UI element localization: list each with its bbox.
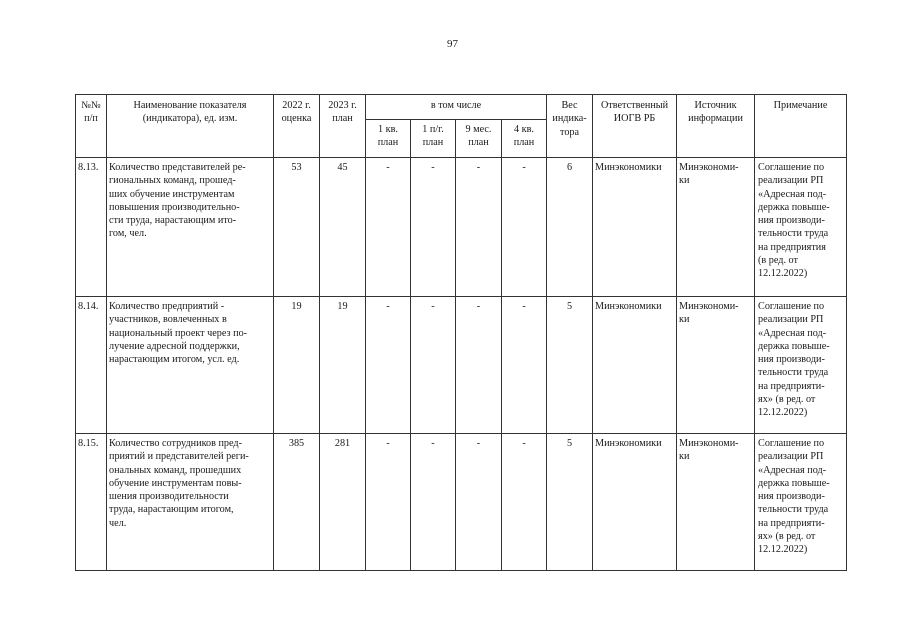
value-q4: - [502,158,547,297]
text-line: ших обучение инструментам [109,188,235,200]
header-including: в том числе [366,95,547,120]
text-line: тельности труда [758,504,829,516]
header-q4 [502,120,547,158]
text-line: план [332,113,353,125]
header-weight [547,95,593,158]
responsible-body: Минэкономики [593,297,677,434]
row-number: 8.14. [76,297,107,434]
text-line: 12.12.2022) [758,268,808,280]
header-9m [456,120,502,158]
text-line: держка повыше- [758,477,830,489]
text-line: 2022 г. [282,100,311,111]
text-line: план [422,137,444,149]
indicator-name [107,158,274,297]
text-line: сти труда, нарастающим ито- [109,215,237,227]
text-line: план [468,137,489,149]
header-source [677,95,755,158]
text-line: «Адресная под- [758,464,827,476]
text-line: реализации РП [758,314,824,326]
text-line: Ответственный [600,100,669,111]
indicator-weight: 6 [547,158,593,297]
text-line: план [513,137,535,149]
text-line: труда, нарастающим итогом, [109,504,234,516]
text-line: ональных команд, прошедших [109,464,242,476]
indicator-weight: 5 [547,434,593,571]
value-q1: - [366,434,411,571]
text-line: Количество представителей ре- [109,162,246,173]
text-line: 1 п/г. [422,124,444,135]
text-line: №№ [81,100,101,111]
value-2022: 19 [274,297,320,434]
value-h1: - [411,158,456,297]
text-line: участников, вовлеченных в [109,314,227,326]
text-line: (индикатора), ед. изм. [142,113,238,125]
text-line: Количество предприятий - [109,301,225,312]
value-q1: - [366,158,411,297]
text-line: реализации РП [758,175,824,187]
value-h1: - [411,297,456,434]
value-2023: 19 [320,297,366,434]
table-row [76,434,847,571]
text-line: ния производи- [758,215,825,227]
text-line: ки [679,451,690,463]
responsible-body: Минэкономики [593,158,677,297]
text-line: тора [560,126,580,138]
header-h1 [411,120,456,158]
value-q4: - [502,434,547,571]
text-line: лучение адресной поддержки, [109,340,240,352]
text-line: тельности труда [758,367,829,379]
text-line: ния производи- [758,354,825,366]
value-9m: - [456,158,502,297]
text-line: гом, чел. [109,228,147,240]
text-line: 12.12.2022) [758,544,808,556]
text-line: ИОГВ РБ [613,113,656,125]
header-row [76,95,847,120]
page-number: 97 [447,38,458,50]
information-source [677,297,755,434]
value-9m: - [456,434,502,571]
text-line: чел. [109,517,127,529]
text-line: п/п [84,113,98,125]
text-line: оценка [281,113,312,125]
indicator-name [107,434,274,571]
header-responsible [593,95,677,158]
text-line: план [377,137,399,149]
value-q4: - [502,297,547,434]
text-line: Источник [694,100,737,111]
text-line: ки [679,175,690,187]
value-2022: 53 [274,158,320,297]
table-row [76,297,847,434]
text-line: Соглашение по [758,301,825,312]
text-line: Наименование показателя [133,100,247,111]
text-line: шения производительности [109,491,229,503]
text-line: Соглашение по [758,438,825,449]
information-source [677,434,755,571]
table-row [76,158,847,297]
indicators-table [75,94,847,571]
value-h1: - [411,434,456,571]
indicator-weight: 5 [547,297,593,434]
value-q1: - [366,297,411,434]
text-line: 2023 г. [328,100,357,111]
text-line: 12.12.2022) [758,407,808,419]
information-source [677,158,755,297]
row-number: 8.13. [76,158,107,297]
text-line: Минэкономи- [679,301,739,312]
value-2022: 385 [274,434,320,571]
text-line: нарастающим итогом, усл. ед. [109,354,240,366]
text-line: держка повыше- [758,340,830,352]
value-2023: 281 [320,434,366,571]
header-2022 [274,95,320,158]
row-number: 8.15. [76,434,107,571]
value-9m: - [456,297,502,434]
text-line: Минэкономи- [679,438,739,449]
text-line: приятий и представителей реги- [109,451,249,463]
note [755,434,847,571]
text-line: ния производи- [758,491,825,503]
text-line: 9 мес. [465,124,492,135]
text-line: ях» (в ред. от [758,394,816,406]
text-line: на предприяти- [758,380,825,392]
text-line: ях» (в ред. от [758,531,816,543]
text-line: обучение инструментам повы- [109,477,242,489]
text-line: 4 кв. [514,124,534,135]
note [755,158,847,297]
text-line: Вес [561,100,578,111]
text-line: информации [688,113,743,125]
text-line: тельности труда [758,228,829,240]
text-line: Минэкономи- [679,162,739,173]
header-note: Примечание [755,95,847,158]
header-num [76,95,107,158]
text-line: Соглашение по [758,162,825,173]
indicator-name [107,297,274,434]
responsible-body: Минэкономики [593,434,677,571]
text-line: индика- [552,113,587,125]
text-line: повышения производительно- [109,201,240,213]
value-2023: 45 [320,158,366,297]
text-line: 1 кв. [378,124,398,135]
text-line: Количество сотрудников пред- [109,438,242,449]
text-line: национальный проект через по- [109,327,248,339]
header-2023 [320,95,366,158]
text-line: (в ред. от [758,255,798,267]
text-line: держка повыше- [758,201,830,213]
text-line: гиональных команд, прошед- [109,175,236,187]
note [755,297,847,434]
header-name [107,95,274,158]
text-line: ки [679,314,690,326]
header-q1 [366,120,411,158]
text-line: на предприятия [758,241,826,253]
text-line: реализации РП [758,451,824,463]
text-line: на предприяти- [758,517,825,529]
text-line: «Адресная под- [758,188,827,200]
text-line: «Адресная под- [758,327,827,339]
